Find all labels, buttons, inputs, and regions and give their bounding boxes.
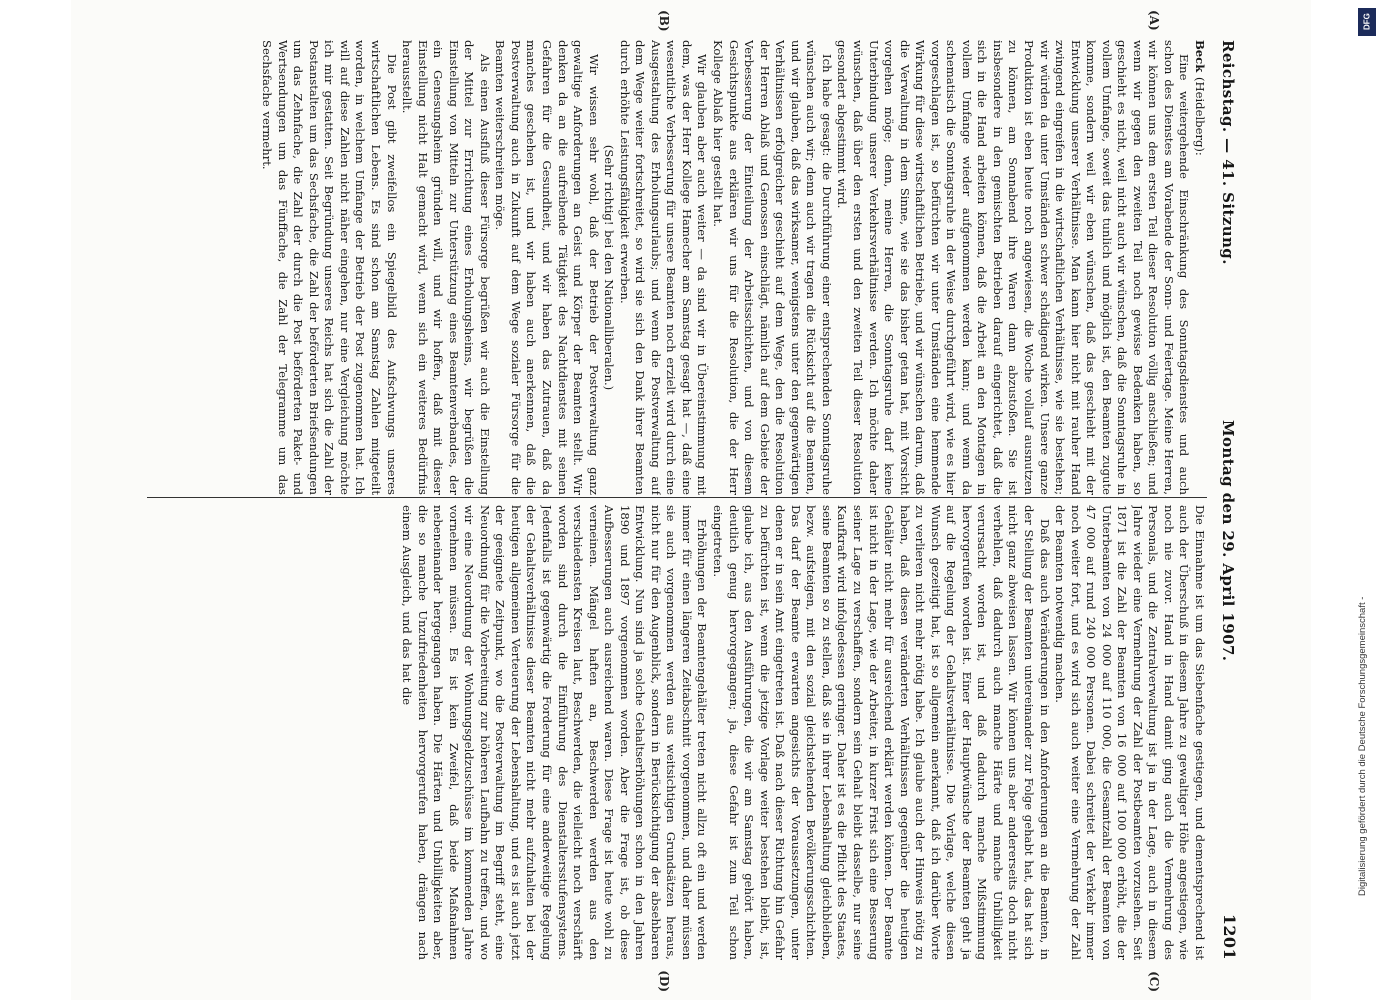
- page-header: [1215, 40, 1241, 960]
- digitization-credit: Digitalisierung gefördert durch die Deutsche Forschungsgemeinschaft -: [1357, 596, 1368, 896]
- margin-marker-b: (B): [657, 10, 671, 32]
- speaker-name: Beck: [1193, 40, 1207, 73]
- paragraph: Die Post gibt zweifellos ein Spiegelbild des Aufschwungs unseres wirtschaftlichen Lebens. Es sind schon am Samstag Zahlen mitgeteilt worden, in welchem Umfange der Betrieb der Post zugenommen hat. Ich will auf diese Zahlen nicht näher eingehen, nur eine Vergleichung möchte ich mir gestatten. Seit Begründung unseres Reichs hat sich die Zahl der Postanstalten um das Sechsfache, die Zahl der beförderten Briefsendungen um das Zehnfache, die Zahl der durch die Post beförderten Paket- und Wertsendungen um das Fünffache, die Zahl der Telegramme um das Sechsfache vermehrt.: [260, 40, 399, 495]
- page-number: 1201: [1220, 913, 1239, 960]
- speaker-location: (Heidelberg):: [1193, 76, 1207, 156]
- paragraph: Wir glauben aber auch weiter — da sind wir in Übereinstimmung mit dem, was der Herr Kollege Hamecher am Samstag gesagt hat —, daß eine wesentliche Verbesserung für unsere Beamten noch erzielt wird durch eine Ausgestaltung des Erholungsurlaubs; und wenn die Postverwaltung auf dem Wege weiter fortschreitet, so wird sie sich den Dank ihrer Beamten durch erhöhte Leistungsfähigkeit erwerben.: [617, 40, 710, 495]
- paragraph: Ich habe gesagt: die Durchführung einer entsprechenden Sonntagsruhe wünschen auch wir; denn auch wir tragen die Rücksicht auf die Beamten, und wir glauben, daß das wirksamer, wenigstens unter den gegenwärtigen Verhältnissen erfolgreicher geschieht auf dem Wege, den die Resolution der Herren Ablaß und Genossen einschlägt, nämlich auf dem Gebiete der Verbesserung der Einteilung der Arbeitsschichten, und von diesem Gesichtspunkte aus erklären wir uns für die Resolution, die der Herr Kollege Ablaß hier gestellt hat.: [711, 40, 834, 495]
- column-divider: [147, 497, 1207, 498]
- paragraph: Als einen Ausfluß dieser Fürsorge begrüßen wir auch die Einstellung der Mittel zur Errichtung eines Erholungsheims, wir begrüßen die Einstellung von Mitteln zur Unterstützung eines Beamtenverbandes, der ein Genesungsheim gründen will, und wir hoffen, daß mit dieser Einstellung nicht Halt gemacht wird, wenn sich ein weiteres Bedürfnis herausstellt.: [400, 40, 492, 495]
- header-date: Montag den 29. April 1907.: [1219, 420, 1237, 662]
- document-page: [71, 0, 1311, 1000]
- paragraph: Eine weitergehende Einschränkung des Sonntagsdienstes und auch schon des Dienstes am Vorabende der Sonn- und Feiertage. Meine Herren, wir können uns dem ersten Teil dieser Resolution völlig anschließen; und wenn wir gegen den zweiten Teil noch gewisse Bedenken haben, so geschieht es nicht, weil nicht auch wir wünschen, daß die Sonntagsruhe in vollem Umfange, soweit das tunlich und möglich ist, den Beamten zugute komme, sondern weil wir eben wünschen, daß das geschieht mit der Entwicklung unserer Verhältnisse. Man kann hier nicht mit rauher Hand zwingend eingreifen in die wirtschaftlichen Verhältnisse, wie sie bestehen; wir würden da unter Umständen schwer schädigend wirken. Unsere ganze Produktion ist eben heute noch angewiesen, die Woche vollauf ausnutzen zu können, am Sonnabend ihre Waren dann abzustoßen. Sie ist insbesondere in den gemischten Betrieben darauf eingerichtet, daß die sich in die Hand arbeiten können, daß die Arbeit an den Montagen in vollem Umfange wieder aufgenommen werden kann; und wenn da schematisch die Sonntagsruhe in der Weise durchgeführt wird, wie es hier vorgeschlagen ist, so befürchten wir unter Umständen eine hemmende Wirkung für diese wirtschaftlichen Betriebe, und wir wünschen darum, daß die Verwaltung in dem Sinne, wie sie das bisher getan hat, mit Vorsicht vorgehen möge; denn, meine Herren, die Sonntagsruhe darf keine Unterbindung unserer Verkehrsverhältnisse werden. Ich möchte daher wünschen, daß über den ersten und den zweiten Teil dieser Resolution gesondert abgestimmt wird.: [835, 40, 1192, 495]
- margin-marker-d: (D): [657, 970, 671, 992]
- paragraph: Wir wissen sehr wohl, daß der Betrieb der Postverwaltung ganz gewaltige Anforderungen an Geist und Körper der Beamten stellt. Wir denken da an die aufreibende Tätigkeit des Nachtdienstes mit seinen Gefahren für die Gesundheit, und wir haben das Zutrauen, daß da manches geschehen ist, und wir haben auch anerkennen, daß die Postverwaltung auch in Zukunft auf dem Wege sozialer Fürsorge für die Beamten weiterschreiten möge.: [493, 40, 601, 495]
- right-column: [147, 505, 1207, 960]
- margin-marker-a: (A): [1147, 10, 1161, 31]
- paragraph: Erhöhungen der Beamtengehälter treten nicht allzu oft ein und werden immer für einen längeren Zeitabschnitt vorgenommen, und daher müssen sie auch vorgenommen werden aus weitsichtigen Grundsätzen heraus, nicht nur für den Augenblick, sondern in Berücksichtigung der absehbaren Entwicklung. Nun sind ja solche Gehaltserhöhungen schon in den Jahren 1890 und 1897 vorgenommen worden. Aber die Frage ist, ob diese Aufbesserungen auch ausreichend waren. Diese Frage ist heute wohl zu verneinen. Mängel haften an, Beschwerden werden aus den verschiedensten Kreisen laut, Beschwerden, die vielleicht noch verschärft worden sind durch die Einführung des Dienstaltersstufensystems. Jedenfalls ist gegenwärtig die Forderung für eine anderweitige Regelung der Gehaltsverhältnisse dieser Beamten nicht mehr aufzuhalten bei der heutigen allgemeinen Verteuerung der Lebenshaltung, und es ist auch jetzt der geeignete Zeitpunkt, wo die Postverwaltung im Begriff steht, eine Neuordnung für die Vorbereitung zur höheren Laufbahn zu treffen, und wo wir eine Neuordnung der Wohnungsgeldzuschüsse im kommenden Jahre vornehmen müssen. Es ist kein Zweifel, daß beide Maßnahmen nebeneinander hergegangen haben. Die Härten und Unbilligkeiten aber, die so manche Unzufriedenheiten hervorgerufen haben, drängen nach einem Ausgleich, und das hat die: [400, 505, 710, 960]
- interjection: (Sehr richtig! bei den Nationalliberalen.): [602, 144, 617, 391]
- paragraph: Daß das auch Veränderungen in den Anforderungen an die Beamten, in der Stellung der Beamten untereinander zur Folge gehabt hat, das hat sich nicht ganz abweisen lassen. Wir können uns aber andererseits doch nicht verhehlen, daß dadurch auch manche Härte und manche Unbilligkeit verursacht worden ist, und daß dadurch manche Mißstimmung hervorgerufen worden ist. Einer der Hauptwünsche der Beamten geht ja auf die Regelung der Gehaltsverhältnisse. Die Vorlage, welche diesen Wunsch gezeitigt hat, ist so allgemein anerkannt, daß ich darüber Worte zu verlieren nicht mehr nötig habe. Ich glaube auch der Hinweis nötig zu haben, daß diesen veränderten Verhältnissen gegenüber die heutigen Gehälter nicht mehr für ausreichend erklärt werden können. Der Beamte ist nicht in der Lage, wie der Arbeiter, in kurzer Frist sich eine Besserung seiner Lage zu verschaffen, sondern sein Gehalt bleibt dasselbe, nur seine Kaufkraft wird infolgedessen geringer. Daher ist es die Pflicht des Staates, seine Beamten so zu stellen, daß sie in ihrer Lebenshaltung gleichbleiben, bezw. aufsteigen, mit den sozial gleichstehenden Bevölkerungsschichten. Das darf der Beamte erwarten angesichts der Voraussetzungen, unter denen er in sein Amt eingetreten ist. Daß nach dieser Richtung hin Gefahr zu befürchten ist, wenn die jetzige Vorlage weiter bestehen bleibt, ist, glaube ich, aus den Ausführungen, die wir am Samstag gehört haben, deutlich genug hervorgegangen; ja, diese Gefahr ist zum Teil schon eingetreten.: [711, 505, 1052, 960]
- paragraph: Die Einnahme ist um das Siebenfache gestiegen, und dementsprechend ist auch der Überschuß in diesem Jahre zu gewaltiger Höhe angestiegen, wie noch nie zuvor. Hand in Hand damit ging auch die Vermehrung des Personals, und die Zentralverwaltung ist ja in der Lage, auch in diesem Jahre wieder eine Vermehrung der Zahl der Postbeamten vorzusehen. Seit 1871 ist die Zahl der Beamten von 16 000 auf 100 000 erhöht, die der Unterbeamten von 24 000 auf 110 000, die Gesamtzahl der Beamten von 47 000 auf rund 240 000 Personen. Dabei schreitet der Verkehr immer noch weiter fort, und es wird sich auch weiter eine Vermehrung der Zahl der Beamten notwendig machen.: [1053, 505, 1207, 960]
- speaker-line: [1191, 40, 1207, 495]
- header-session: Reichstag. — 41. Sitzung.: [1219, 40, 1237, 265]
- left-column: [147, 40, 1207, 495]
- margin-marker-c: (C): [1147, 971, 1161, 992]
- dfg-logo: DFG: [1358, 8, 1376, 36]
